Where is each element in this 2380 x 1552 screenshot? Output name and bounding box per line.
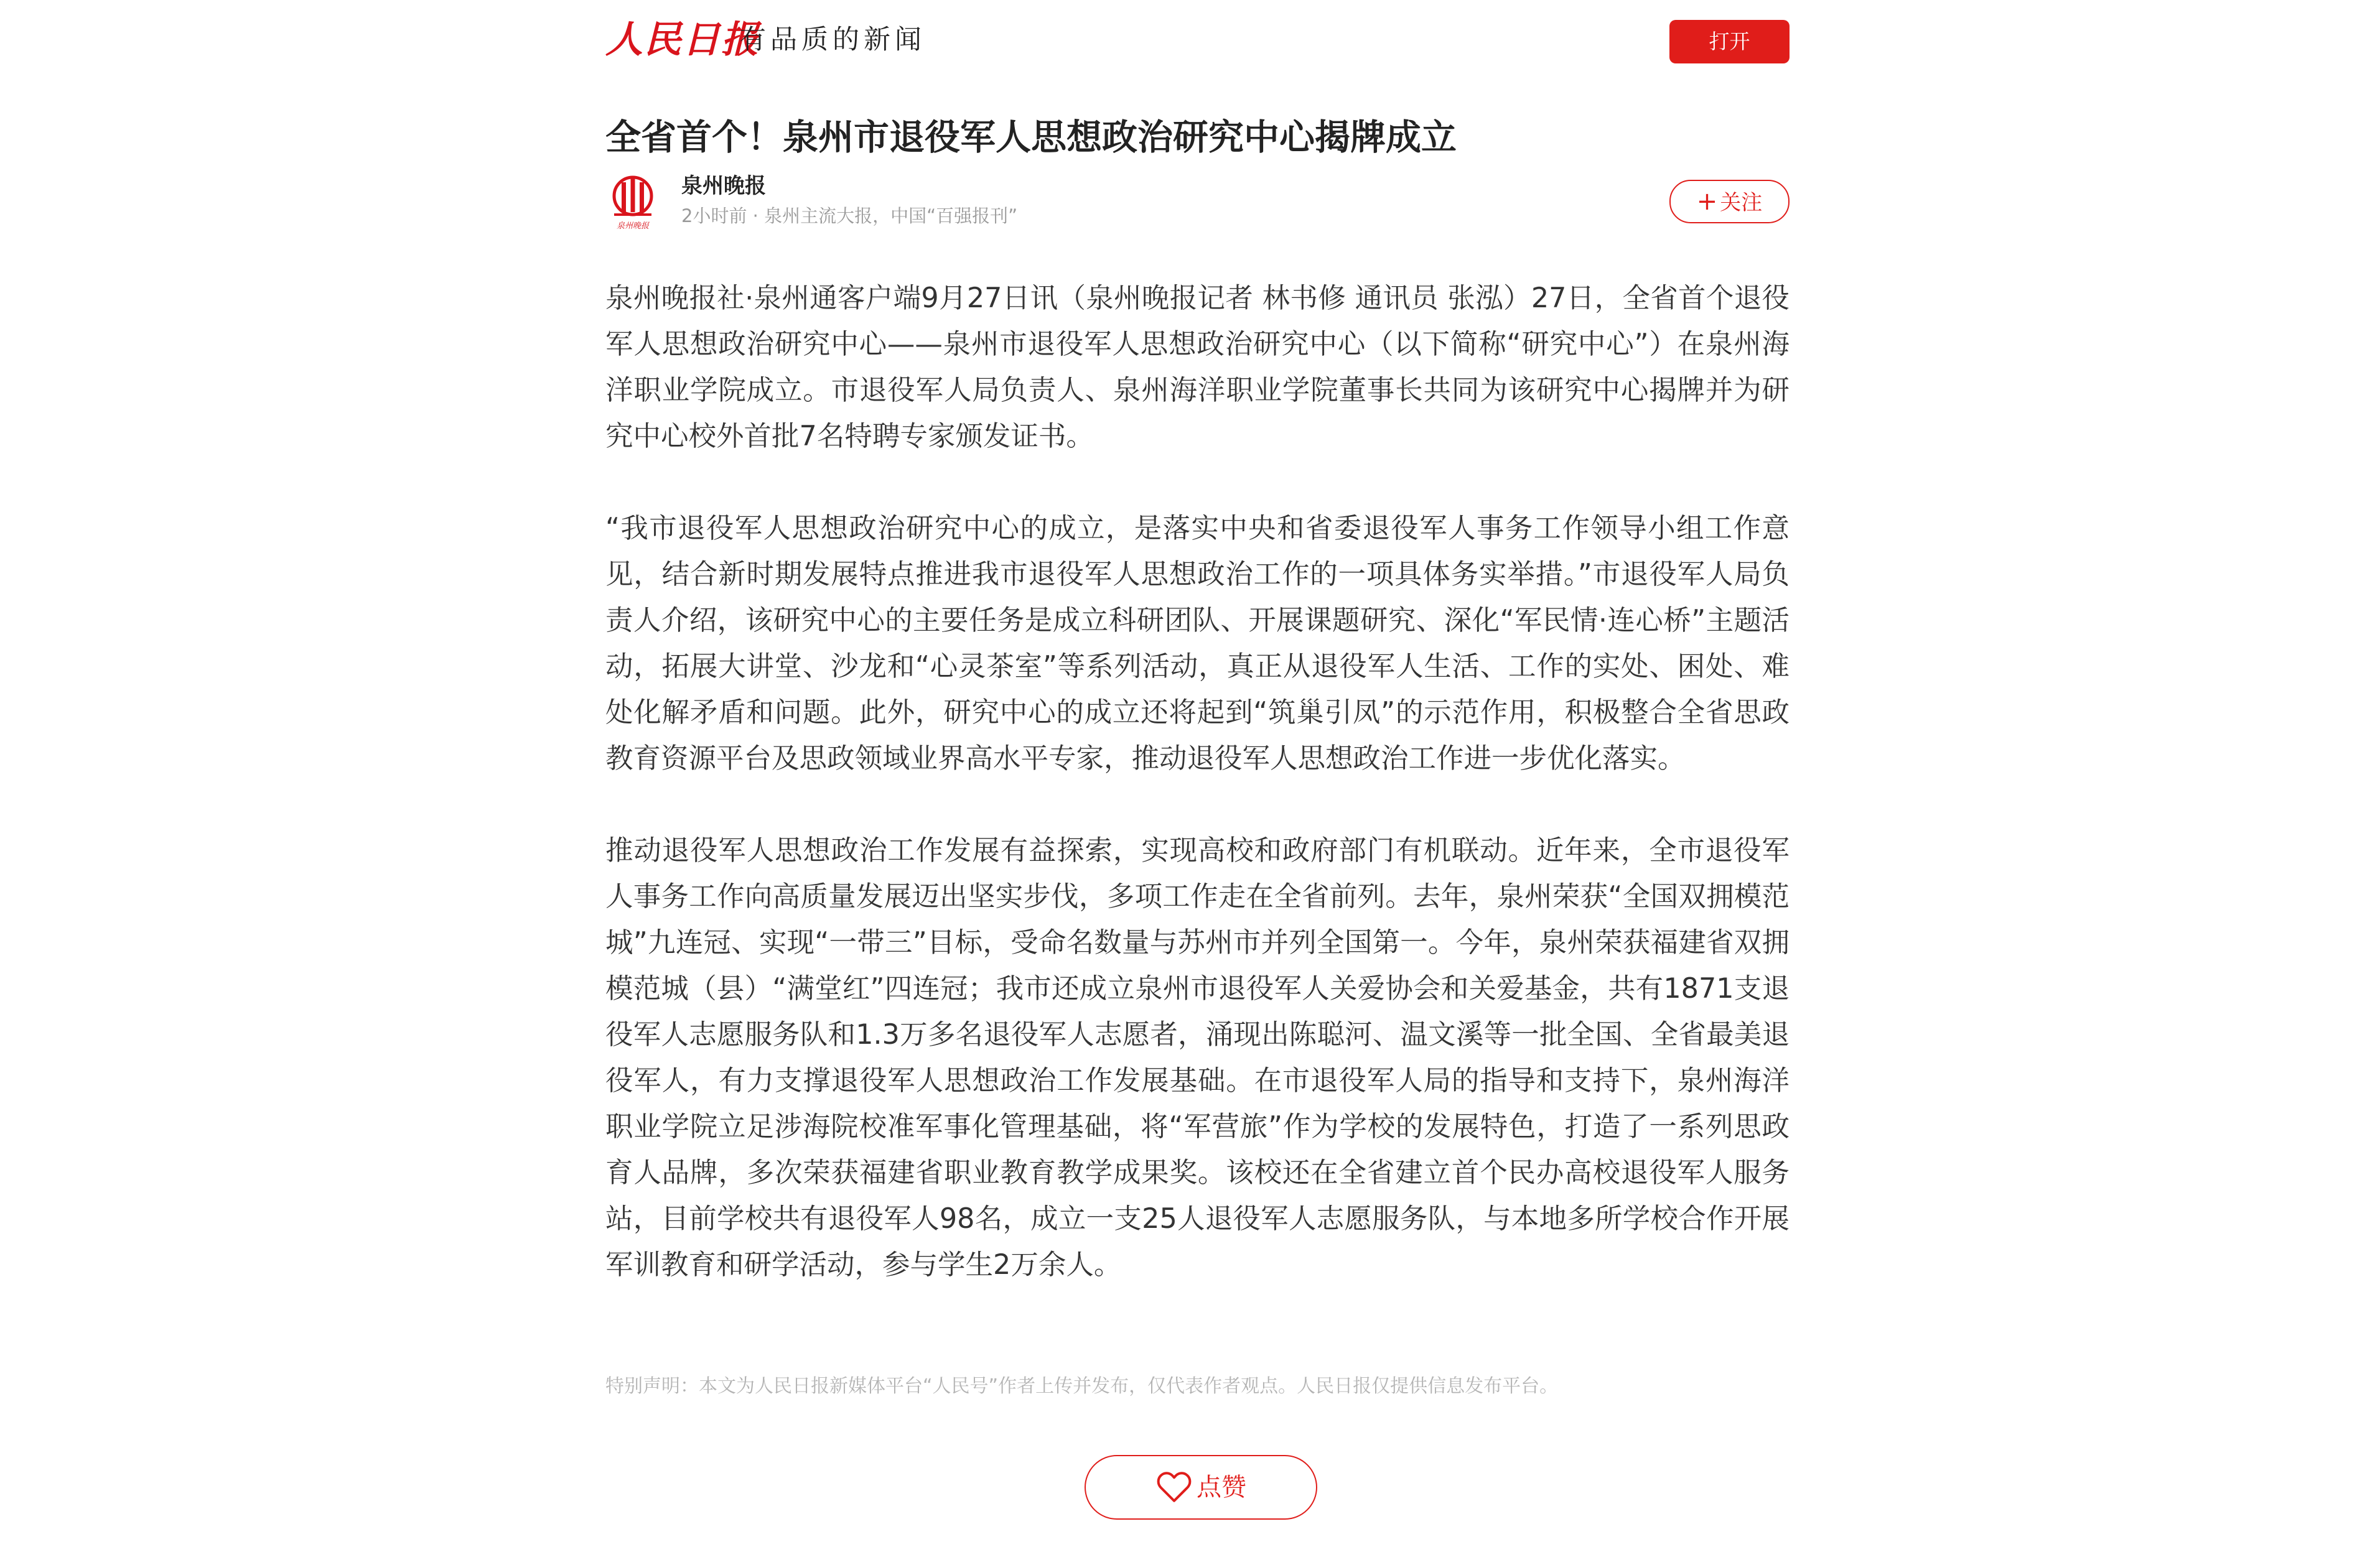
- heart-icon: [1155, 1469, 1193, 1503]
- disclaimer: 特别声明：本文为人民日报新媒体平台“人民号”作者上传并发布，仅代表作者观点。人民日报仅提供信息发布平台。: [605, 1375, 1559, 1397]
- article-body: [605, 276, 1790, 1334]
- paragraph: 泉州晚报社·泉州通客户端9月27日讯（泉州晚报记者 林书修 通讯员 张泓）27日，全省首个退役军人思想政治研究中心——泉州市退役军人思想政治研究中心（以下简称“研究中心”）在泉州海洋职业学院成立。市退役军人局负责人、泉州海洋职业学院董事长共同为该研究中心揭牌并为研究中心校外首批7名特聘专家颁发证书。: [605, 282, 1790, 452]
- paragraph: 推动退役军人思想政治工作发展有益探索，实现高校和政府部门有机联动。近年来，全市退役军人事务工作向高质量发展迈出坚实步伐，多项工作走在全省前列。去年，泉州荣获“全国双拥模范城”九连冠、实现“一带三”目标，受命名数量与苏州市并列全国第一。今年，泉州荣获福建省双拥模范城（县）“满堂红”四连冠；我市还成立泉州市退役军人关爱协会和关爱基金，共有1871支退役军人志愿服务队和1.3万多名退役军人志愿者，涌现出陈聪河、温文溪等一批全国、全省最美退役军人，有力支撑退役军人思想政治工作发展基础。在市退役军人局的指导和支持下，泉州海洋职业学院立足涉海院校准军事化管理基础，将“军营旅”作为学校的发展特色，打造了一系列思政育人品牌，多次荣获福建省职业教育教学成果奖。该校还在全省建立首个民办高校退役军人服务站，目前学校共有退役军人98名，成立一支25人退役军人志愿服务队，与本地多所学校合作开展军训教育和研学活动，参与学生2万余人。: [605, 835, 1790, 1281]
- author-meta: 2小时前 · 泉州主流大报，中国“百强报刊”: [681, 205, 1018, 226]
- like-button[interactable]: [1085, 1455, 1317, 1520]
- paragraph: “我市退役军人思想政治研究中心的成立，是落实中央和省委退役军人事务工作领导小组工作意见，结合新时期发展特点推进我市退役军人思想政治工作的一项具体务实举措。”市退役军人局负责人介绍，该研究中心的主要任务是成立科研团队、开展课题研究、深化“军民情·连心桥”主题活动，拓展大讲堂、沙龙和“心灵茶室”等系列活动，真正从退役军人生活、工作的实处、困处、难处化解矛盾和问题。此外，研究中心的成立还将起到“筑巢引凤”的示范作用，积极整合全省思政教育资源平台及思政领域业界高水平专家，推动退役军人思想政治工作进一步优化落实。: [605, 513, 1790, 774]
- quanzhou-evening-news-logo-icon[interactable]: [605, 172, 660, 232]
- follow-button[interactable]: [1669, 180, 1790, 223]
- top-bar: [605, 17, 1790, 67]
- plus-icon: +: [1696, 187, 1718, 216]
- author-name[interactable]: 泉州晚报: [681, 174, 766, 198]
- follow-label: 关注: [1720, 190, 1763, 215]
- author-block: [605, 171, 1790, 233]
- svg-text:泉州晚报: 泉州晚报: [616, 221, 650, 231]
- peoples-daily-logo[interactable]: 人民日报: [605, 18, 760, 62]
- article-title: 全省首个！泉州市退役军人思想政治研究中心揭牌成立: [605, 117, 1457, 159]
- open-app-button[interactable]: 打开: [1669, 20, 1790, 63]
- like-label: 点赞: [1197, 1473, 1246, 1502]
- slogan: 有品质的新闻: [739, 24, 926, 55]
